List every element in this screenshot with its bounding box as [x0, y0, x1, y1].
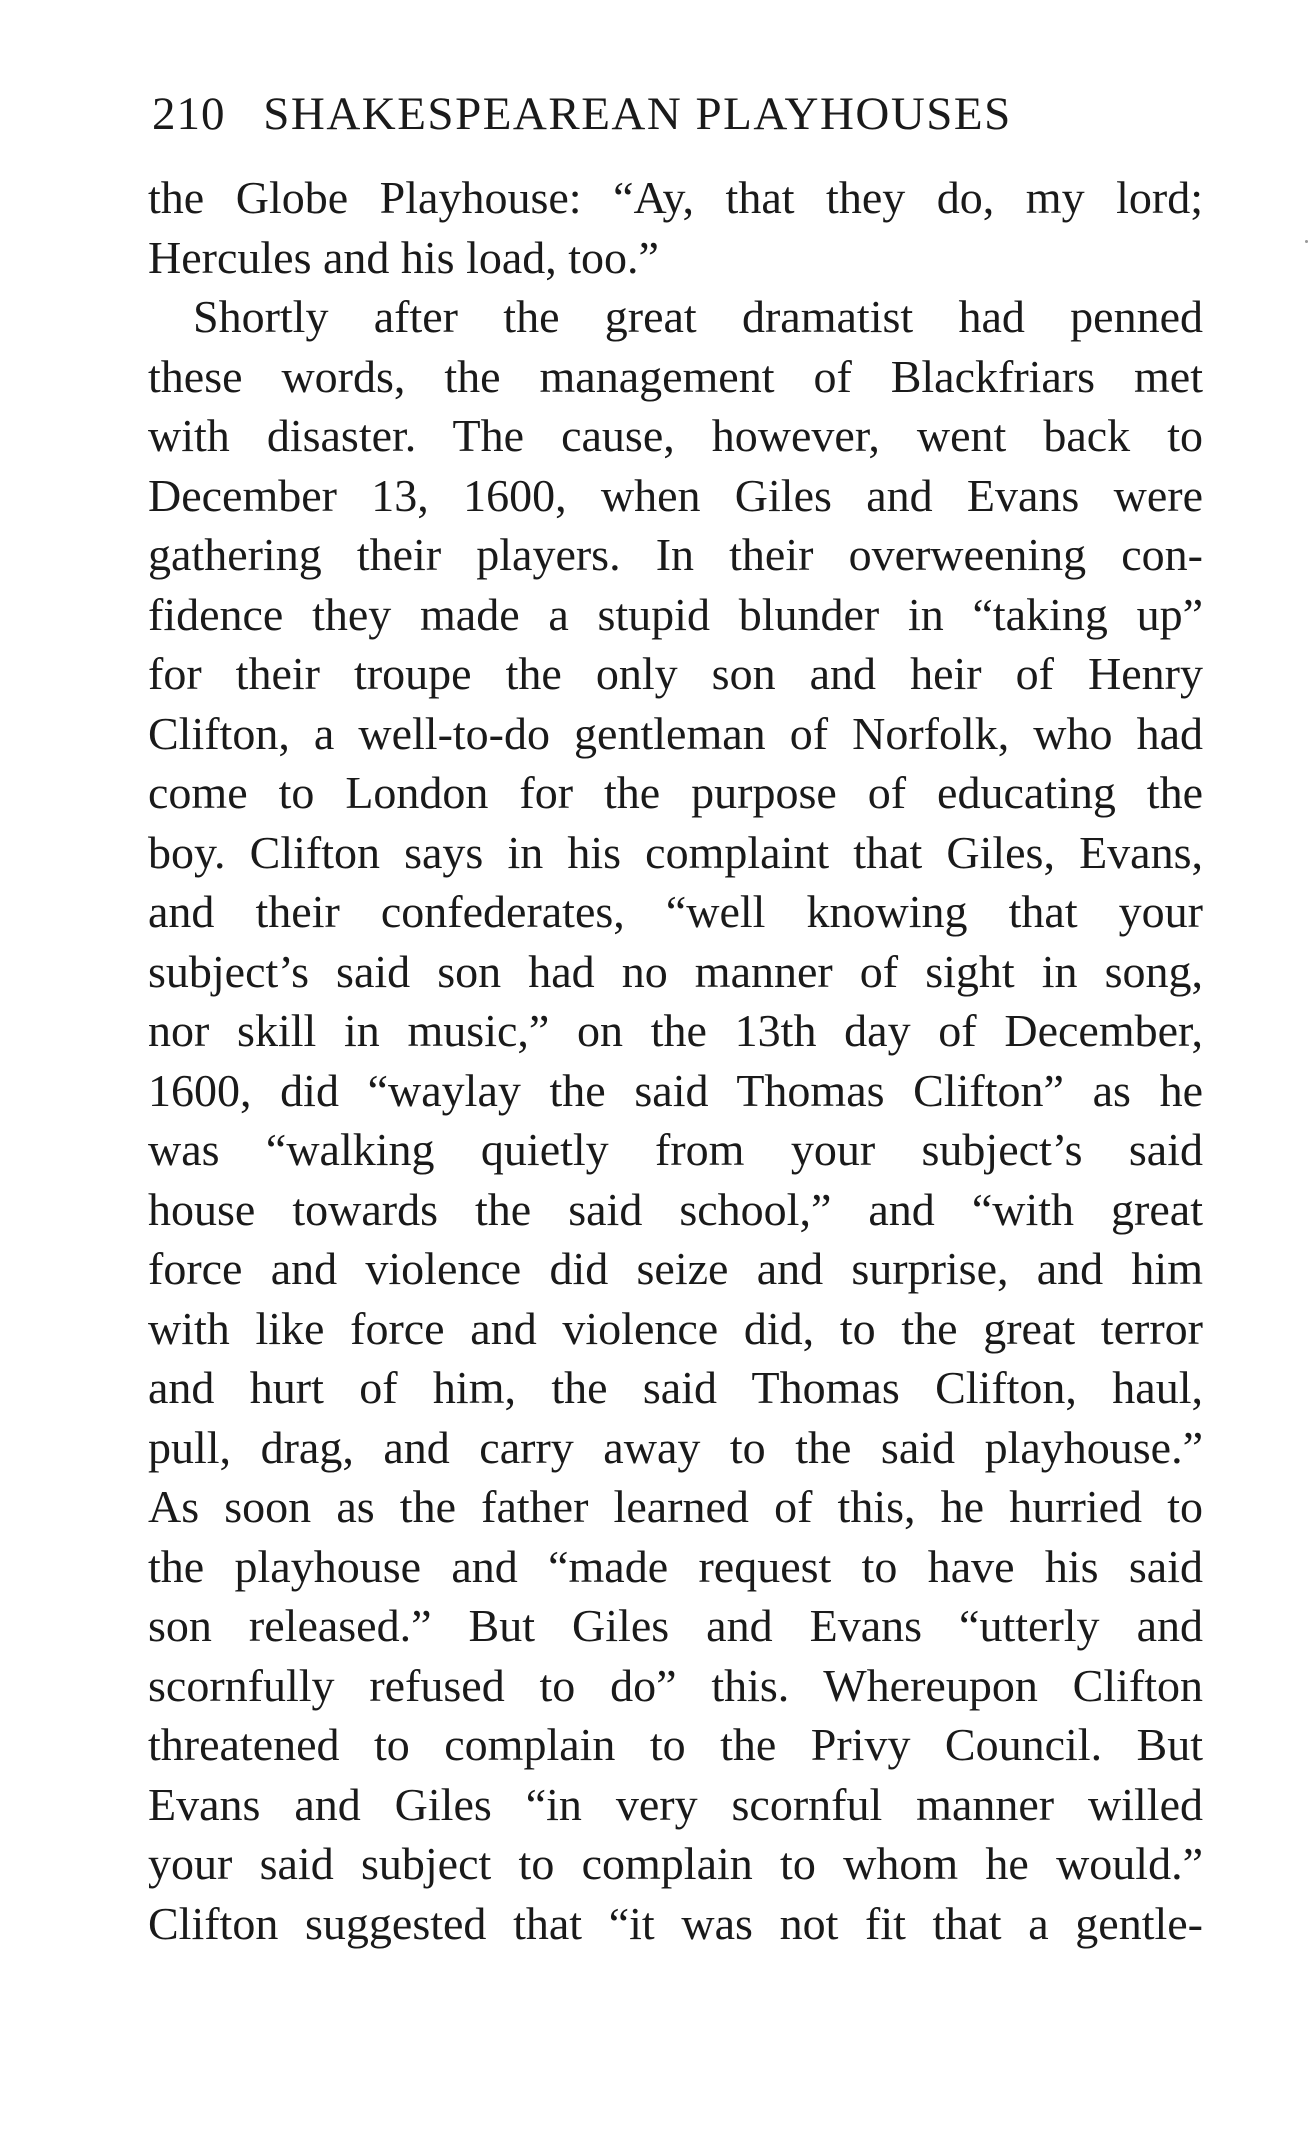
- text-line: fidence they made a stupid blunder in “taking up”: [148, 588, 1203, 640]
- text-line: with disaster. The cause, however, went back to: [148, 410, 1203, 461]
- text-line: Shortly after the great dramatist had penned: [193, 291, 1203, 342]
- text-line: boy. Clifton says in his complaint that Giles, Evans,: [148, 826, 1203, 878]
- text-line: scornfully refused to do” this. Whereupon Clifton: [148, 1659, 1203, 1711]
- text-line: and their confederates, “well knowing that your: [148, 886, 1203, 937]
- text-line: son released.” But Giles and Evans “utterly and: [148, 1600, 1203, 1651]
- text-line: for their troupe the only son and heir of Henry: [148, 648, 1203, 699]
- text-line: come to London for the purpose of educating the: [148, 767, 1203, 818]
- text-line: December 13, 1600, when Giles and Evans were: [148, 469, 1203, 521]
- text-line: the playhouse and “made request to have his said: [148, 1540, 1203, 1592]
- text-line: As soon as the father learned of this, he hurried to: [148, 1481, 1203, 1532]
- text-line: nor skill in music,” on the 13th day of December,: [148, 1005, 1203, 1056]
- text-line: force and violence did seize and surprise, and him: [148, 1243, 1203, 1294]
- text-line: with like force and violence did, to the great terror: [148, 1302, 1203, 1354]
- text-line: the Globe Playhouse: “Ay, that they do, my lord;: [148, 172, 1203, 223]
- text-line: Evans and Giles “in very scornful manner willed: [148, 1778, 1203, 1830]
- text-line: was “walking quietly from your subject’s said: [148, 1124, 1203, 1175]
- text-line: pull, drag, and carry away to the said playhouse.”: [148, 1421, 1203, 1473]
- text-line: Clifton, a well-to-do gentleman of Norfolk, who had: [148, 707, 1203, 759]
- text-line: 1600, did “waylay the said Thomas Clifton” as he: [148, 1064, 1203, 1116]
- page-number: 210: [152, 88, 226, 140]
- text-line: gathering their players. In their overweening con-: [148, 529, 1203, 580]
- text-line: and hurt of him, the said Thomas Clifton, haul,: [148, 1362, 1203, 1413]
- running-title: SHAKESPEAREAN PLAYHOUSES: [263, 88, 1012, 140]
- text-line: Clifton suggested that “it was not fit that a gentle-: [148, 1897, 1203, 1949]
- body-text: [148, 168, 1203, 1953]
- text-line: subject’s said son had no manner of sight in song,: [148, 945, 1203, 997]
- margin-speck: [1305, 240, 1308, 243]
- running-head: [152, 84, 1212, 144]
- text-line: Hercules and his load, too.”: [148, 231, 659, 283]
- text-line: your said subject to complain to whom he would.”: [148, 1838, 1203, 1889]
- text-line: house towards the said school,” and “with great: [148, 1183, 1203, 1235]
- text-line: threatened to complain to the Privy Council. But: [148, 1719, 1203, 1770]
- text-line: these words, the management of Blackfriars met: [148, 350, 1203, 402]
